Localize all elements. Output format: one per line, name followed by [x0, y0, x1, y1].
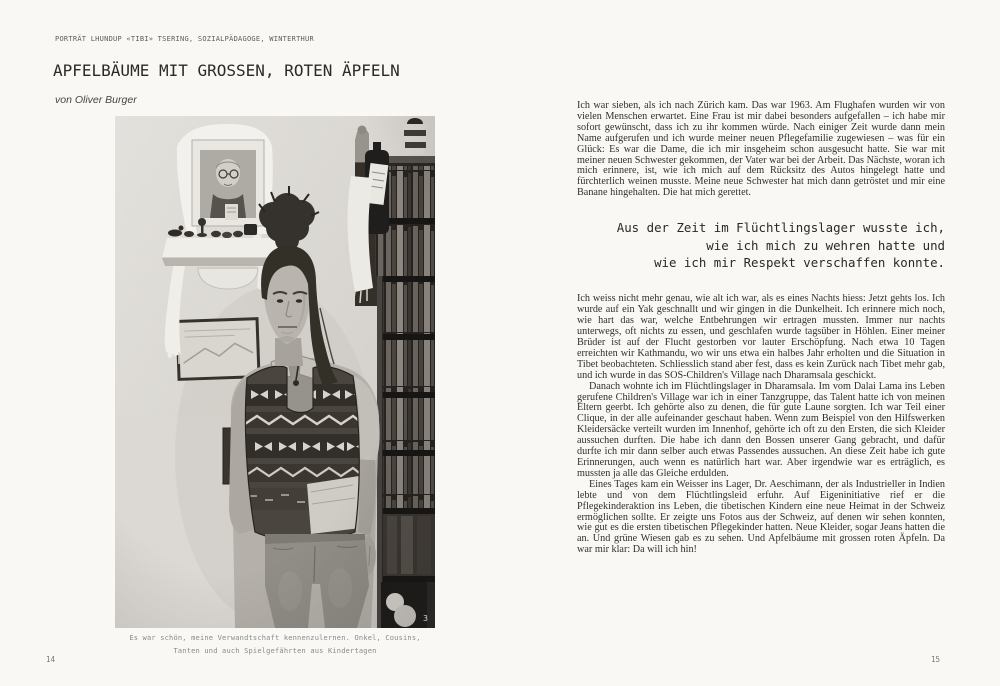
paragraph-4: Eines Tages kam ein Weisser ins Lager, Dr. Aeschimann, der als Industrieller in Indien lebte und von dem Flüchtlingsleid erfuhr. Auf Eigeninitiative rief er die Pflegekinderaktion ins Leben, die tibetischen Kindern eine neue Heimat in der Schweiz ermöglichen sollte. Er zeigte uns Fotos aus der Schweiz, auf denen wir sehen konnten, wie gut es die ersten tibetischen Pflegekinder hatten. Neue Kleider, sogar Jeans hatten die an. Und grüne Wiesen gab es zu sehen. Und Apfelbäume mit grossen roten Äpfeln. Da war mir klar: Da will ich hin!: [577, 478, 945, 556]
pull-quote-line-1: Aus der Zeit im Flüchtlingslager wusste ich,: [616, 220, 945, 236]
page-number-left: 14: [46, 655, 56, 664]
caption-line-2: Tanten und auch Spielgefährten aus Kindertagen: [173, 647, 377, 655]
paragraph-1: Ich war sieben, als ich nach Zürich kam. Das war 1963. Am Flughafen wurden wir von vielen Menschen erwartet. Eine Frau ist mir dabei besonders aufgefallen – ich habe mir sofort gewünscht, dass ich zu ihr kommen würde. Nach einiger Zeit wurde dann mein Name aufgerufen und ich wurde meiner neuen Pflegefamilie zugewiesen – was für ein Glück: Es war die Dame, die ich mir insgeheim schon ausgesucht hatte. Sie war mit meiner neuen Schwester gekommen, der Vater war bei der Arbeit. Das Nächste, woran ich mich erinnere, ist, wie ich mich auf dem Rücksitz des Autos hingelegt hatte und fürchterlich weinen musste. Meine neue Schwester hat mich dann getröstet und mir eine Banane hingehalten. Die hat mich gerettet.: [577, 100, 945, 199]
portrait-photo-illustration: [115, 116, 435, 628]
pull-quote: [577, 219, 945, 271]
caption-line-1: Es war schön, meine Verwandtschaft kennenzulernen. Onkel, Cousins,: [129, 634, 421, 642]
page-number-right: 15: [931, 655, 941, 664]
pull-quote-line-3: wie ich mir Respekt verschaffen konnte.: [654, 254, 945, 270]
portrait-photo: [115, 116, 435, 628]
article-body: [577, 101, 945, 556]
photo-caption: [75, 632, 475, 658]
photo-vignette: [115, 116, 435, 628]
paragraph-2: Ich weiss nicht mehr genau, wie alt ich war, als es eines Nachts hiess: Jetzt gehts los. Ich wurde auf ein Yak geschnallt und wir gingen in die Dunkelheit. Ich erinnere mich noch, wie hart das war, welche Entbehrungen wir ertragen mussten. Immer nur nachts unterwegs, oft nichts zu essen, und geschlafen wurde tagsüber in Höhlen. Einer meiner Brüder ist auf der Flucht gestorben vor lauter Erschöpfung. Nach etwa 10 Tagen erreichten wir Kathmandu, wo wir uns etwa ein halbes Jahr erholten und die Situation in Tibet beobachteten. Schliesslich stand aber fest, dass es kein Zurück nach Tibet mehr gab, und ich wurde in das SOS-Children's Village nach Dharamsala geschickt.: [577, 293, 945, 381]
pull-quote-line-2: wie ich mich zu wehren hatte und: [706, 237, 945, 253]
photo-figure-number: 3: [423, 614, 428, 623]
kicker: PORTRÄT LHUNDUP «TIBI» TSERING, SOZIALPÄDAGOGE, WINTERTHUR: [55, 35, 314, 43]
page-title: APFELBÄUME MIT GROSSEN, ROTEN ÄPFELN: [53, 61, 400, 80]
paragraph-3: Danach wohnte ich im Flüchtlingslager in Dharamsala. Im vom Dalai Lama ins Leben gerufene Children's Village war ich in einer Tanzgruppe, das Talent hatte ich von meinen Eltern geerbt. Ich gehörte also zu denen, die für gute Laune sorgten. Ich war Teil einer Clique, in der alle aufeinander geschaut haben. Wenn zum Beispiel von den Hilfswerken Kleidersäcke verteilt wurden im Innenhof, gehörte ich oft zu den Ersten, die sich Kleider aussuchen durften. Die habe ich dann den Bossen unserer Gang gebracht, und dafür durfte ich mir dann selber auch etwas Passendes aussuchen. An diese Zeit habe ich gute Erinnerungen, auch wenn es natürlich hart war. Aber irgendwie war es erträglich, es mussten ja alle das Gleiche erdulden.: [577, 380, 945, 479]
byline: von Oliver Burger: [55, 94, 137, 106]
